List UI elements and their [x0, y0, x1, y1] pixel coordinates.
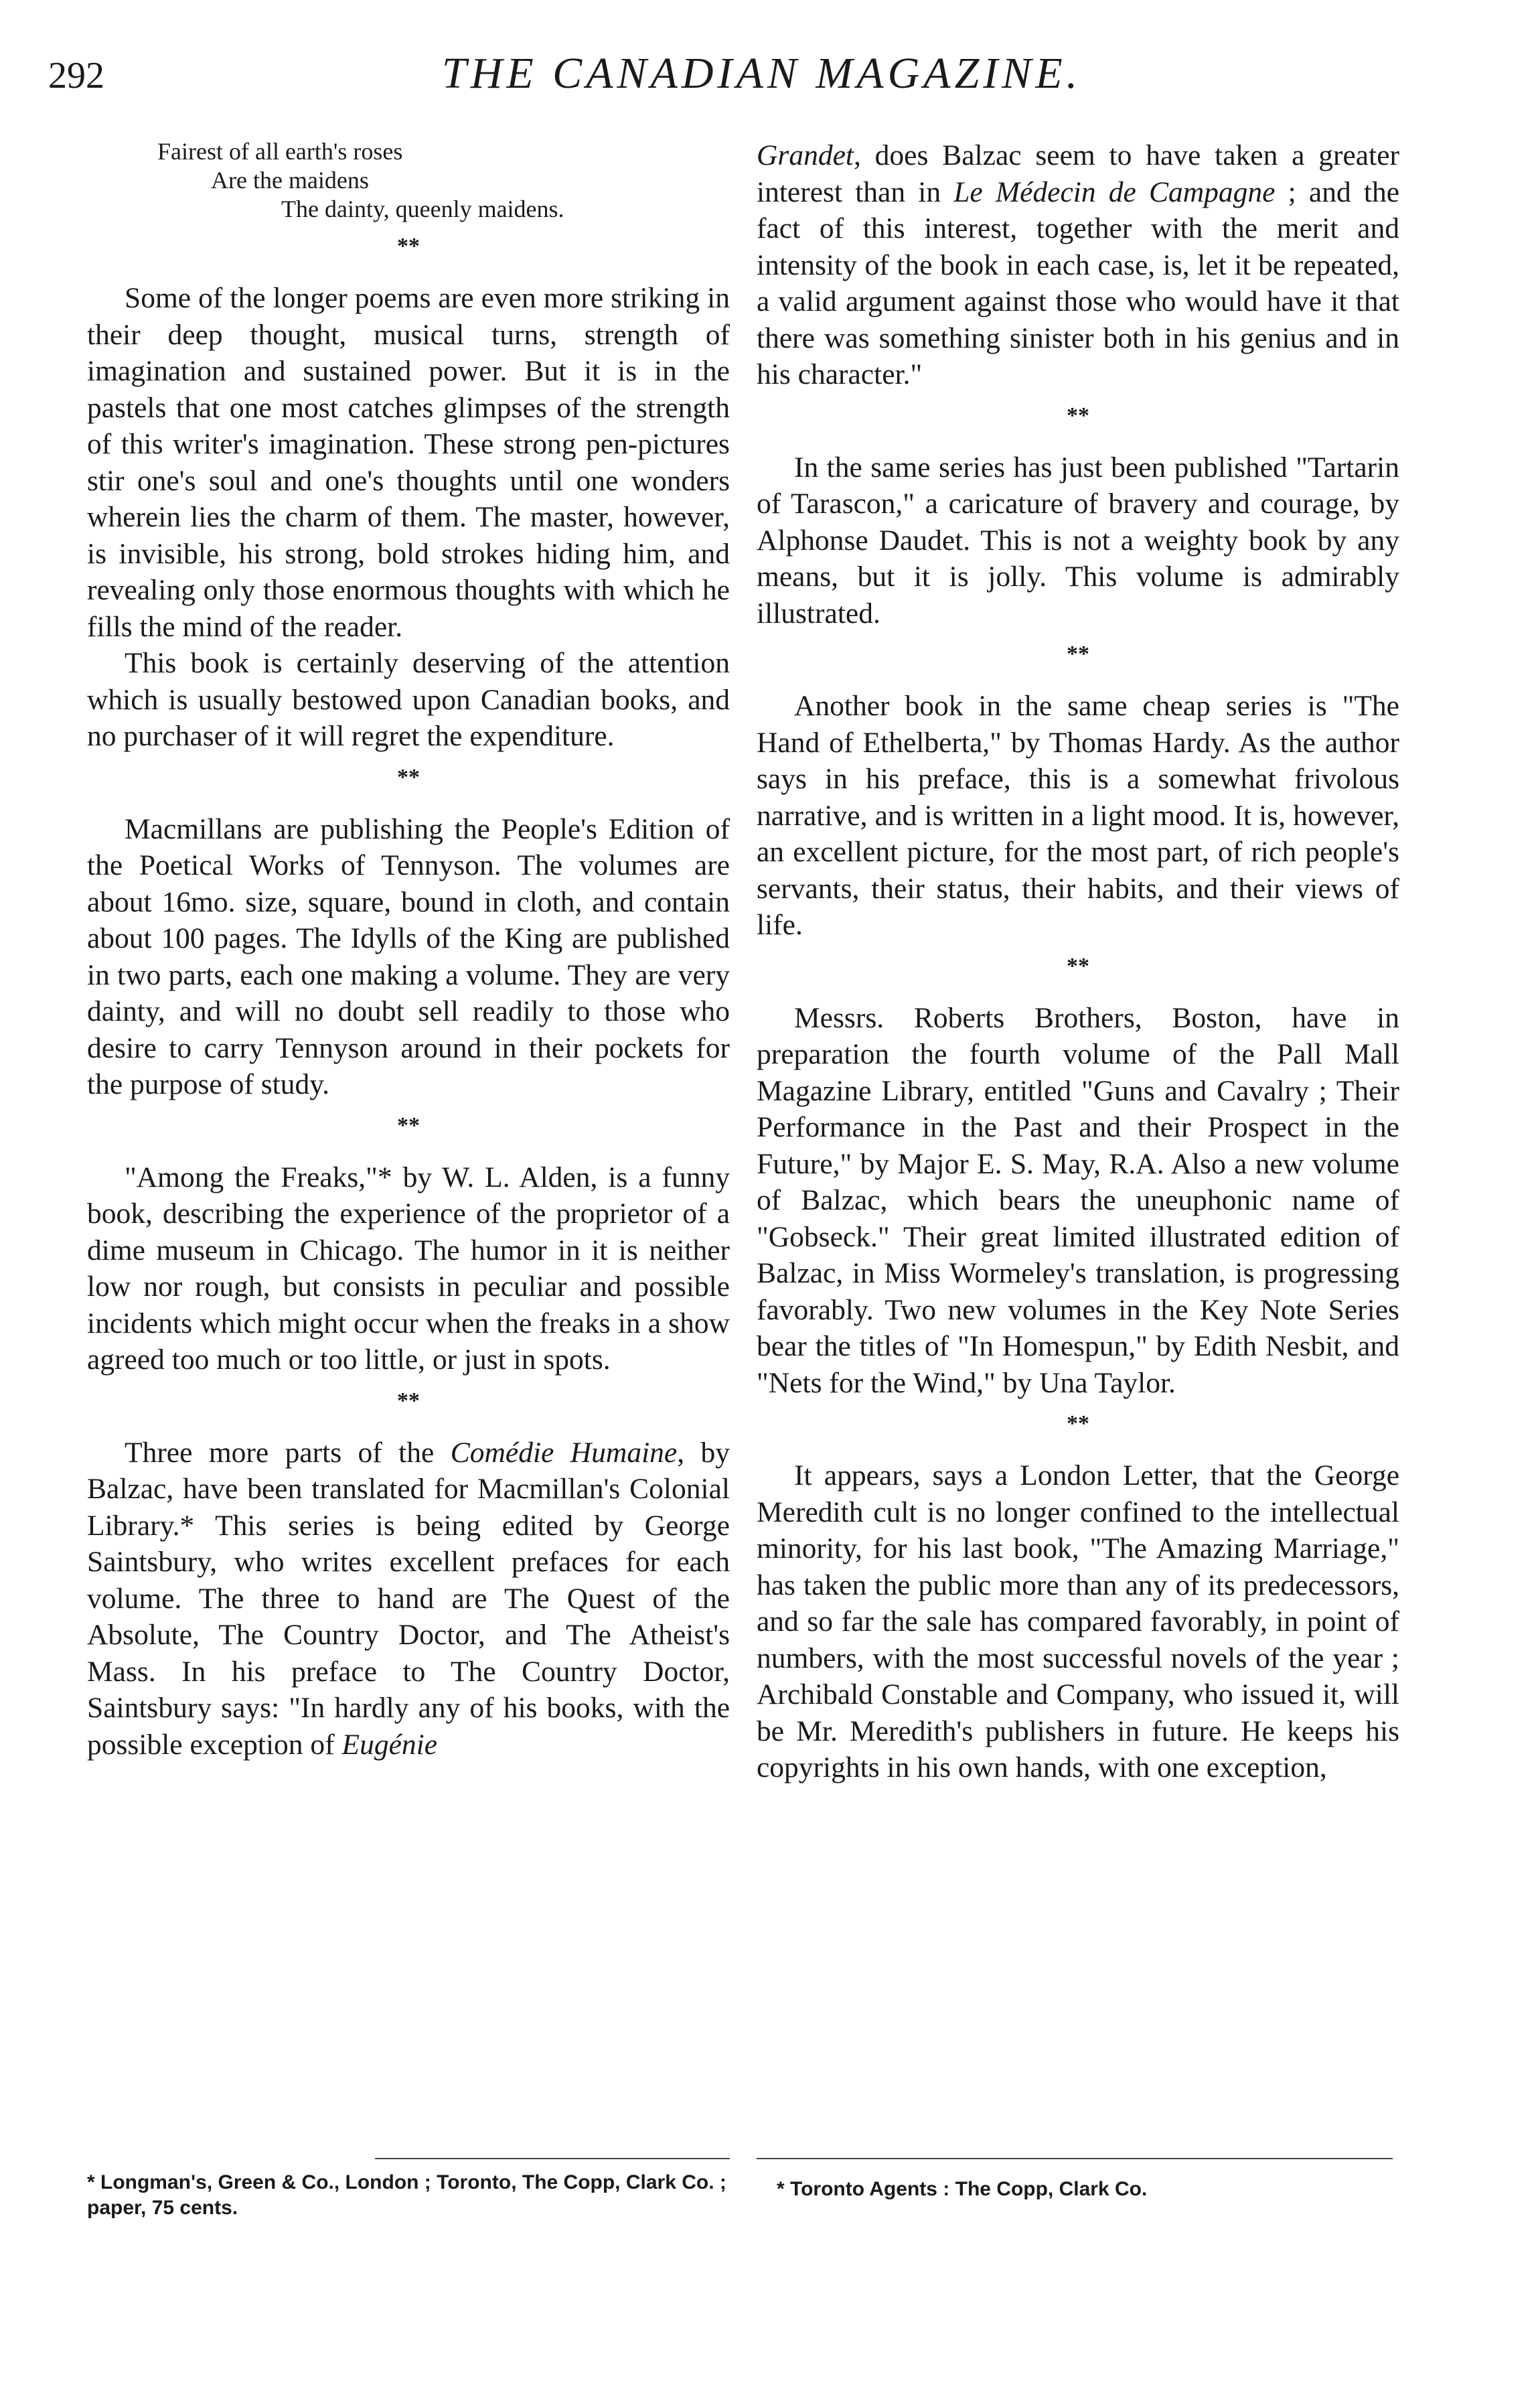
left-column	[87, 137, 730, 1763]
paragraph-roberts-brothers: Messrs. Roberts Brothers, Boston, have in preparation the fourth volume of the Pall Mall Magazine Library, entitled "Guns and Cavalry ; Their Performance in the Past and their Prospect in the Future," by Major E. S. May, R.A. Also a new volume of Balzac, which bears the uneuphonic name of "Gobseck." Their great limited illustrated edition of Balzac, in Miss Wormeley's translation, is progressing favorably. Two new volumes in the Key Note Series bear the titles of "In Homespun," by Edith Nesbit, and "Nets for the Wind," by Una Taylor.	[757, 1001, 1399, 1399]
section-separator: **	[397, 764, 420, 790]
footnote-right: * Toronto Agents : The Copp, Clark Co.	[777, 2178, 1148, 2200]
footnote-rule	[375, 2158, 730, 2159]
running-title: THE CANADIAN MAGAZINE.	[442, 49, 1082, 98]
section-separator: **	[1067, 642, 1089, 666]
paragraph-longer-poems: Some of the longer poems are even more striking in their deep thought, musical turns, strength of imagination and sustained power. But it is in the pastels that one most catches glimpses of the strength of this writer's imagination. These strong pen-pictures stir one's soul and one's thoughts until one wonders wherein lies the charm of them. The master, however, is invisible, his strong, bold strokes hiding him, and revealing only those enormous thoughts with which he fills the mind of the reader.	[87, 282, 730, 643]
section-separator: **	[1067, 1411, 1089, 1436]
italic-title: Le Médecin de Campagne	[953, 175, 1276, 208]
section-separator: **	[397, 1112, 420, 1138]
paragraph-balzac-comedie	[87, 1435, 730, 1763]
paragraph-book-deserving: This book is certainly deserving of the attention which is usually bestowed upon Canadian books, and no purchaser of it will regret the expenditure.	[87, 647, 730, 752]
section-separator: **	[397, 234, 420, 259]
footnote-left: * Longman's, Green & Co., London ; Toronto, The Copp, Clark Co. ; paper, 75 cents.	[87, 2171, 726, 2219]
text-run: , does Balzac seem to have taken a greater interest than in	[757, 139, 1399, 208]
italic-title: Comédie Humaine	[450, 1436, 678, 1469]
paragraph-balzac-continued	[757, 137, 1399, 393]
poem-excerpt	[87, 137, 730, 224]
poem-line: Fairest of all earth's roses	[157, 138, 403, 165]
section-separator: **	[1067, 403, 1089, 428]
italic-title: Eugénie	[341, 1728, 438, 1761]
text-run: Three more parts of the	[125, 1436, 451, 1469]
text-run: ; and the fact of this interest, together with the merit and intensity of the book in each case, is, let it be repeated, a valid argument against those who would have it that there was something sinister both in his genius and in his character."	[757, 175, 1399, 390]
paragraph-meredith: It appears, says a London Letter, that the George Meredith cult is no longer confined to the intellectual minority, for his last book, "The Amazing Marriage," has taken the public more than any of its predecessors, and so far the sale has compared favorably, in point of numbers, with the most successful novels of the year ; Archibald Constable and Company, who issued it, will be Mr. Meredith's publishers in future. He keeps his copyrights in his own hands, with one exception,	[757, 1459, 1399, 1784]
page-header	[0, 40, 1540, 114]
right-column	[757, 137, 1399, 1786]
poem-line: The dainty, queenly maidens.	[281, 196, 564, 222]
paragraph-tartarin: In the same series has just been published "Tartarin of Tarascon," a caricature of bravery and courage, by Alphonse Daudet. This is not a weighty book by any means, but it is jolly. This volume is admirably illustrated.	[757, 451, 1399, 630]
section-separator: **	[397, 1388, 420, 1413]
paragraph-among-the-freaks: "Among the Freaks,"* by W. L. Alden, is a funny book, describing the experience of the proprietor of a dime museum in Chicago. The humor in it is neither low nor rough, but consists in peculiar and possible incidents which might occur when the freaks in a show agreed too much or too little, or just in spots.	[87, 1161, 730, 1376]
italic-title: Grandet	[757, 139, 854, 171]
section-separator: **	[1067, 953, 1089, 978]
footnote-rule	[757, 2158, 1393, 2159]
page-number: 292	[48, 55, 104, 96]
paragraph-tennyson: Macmillans are publishing the People's Edition of the Poetical Works of Tennyson. The volumes are about 16mo. size, square, bound in cloth, and contain about 100 pages. The Idylls of the King are published in two parts, each one making a volume. They are very dainty, and will no doubt sell readily to those who desire to carry Tennyson around in their pockets for the purpose of study.	[87, 812, 730, 1100]
text-run: , by Balzac, have been translated for Macmillan's Colonial Library.* This series is being edited by George Saintsbury, who writes excellent prefaces for each volume. The three to hand are The Quest of the Absolute, The Country Doctor, and The Atheist's Mass. In his preface to The Country Doctor, Saintsbury says: "In hardly any of his books, with the possible exception of	[87, 1436, 730, 1761]
poem-line: Are the maidens	[211, 167, 369, 194]
paragraph-ethelberta: Another book in the same cheap series is "The Hand of Ethelberta," by Thomas Hardy. As the author says in his preface, this is a somewhat frivolous narrative, and is written in a light mood. It is, however, an excellent picture, for the most part, of rich people's servants, their status, their habits, and their views of life.	[757, 690, 1399, 941]
